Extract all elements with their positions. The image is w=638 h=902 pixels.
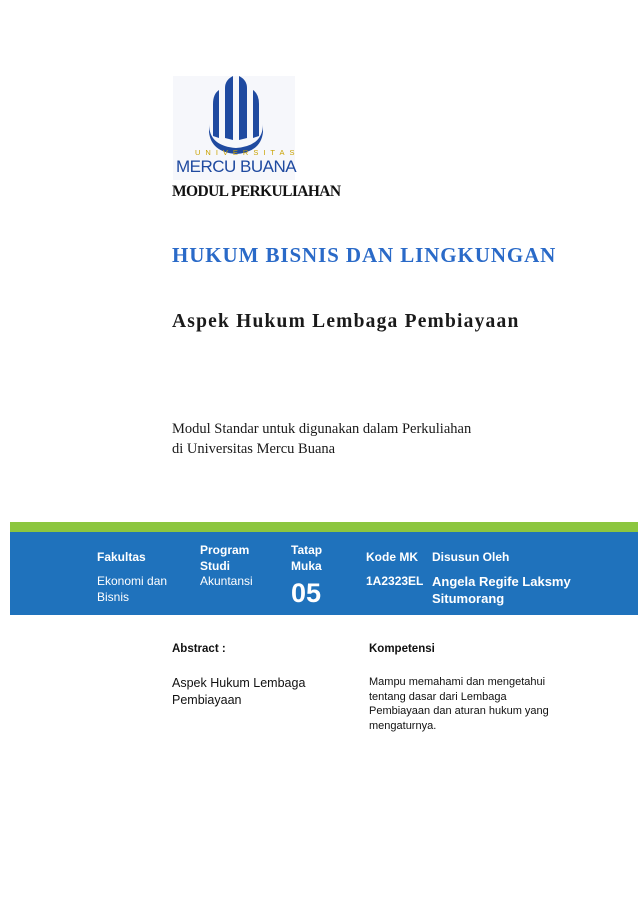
author-name-line-1: Angela Regife Laksmy — [432, 574, 571, 589]
accent-stripe — [10, 522, 638, 532]
topic-title: Aspek Hukum Lembaga Pembiayaan — [172, 311, 520, 332]
course-title: HUKUM BISNIS DAN LINGKUNGAN — [172, 243, 557, 267]
kode-mk-label: Kode MK — [366, 550, 418, 564]
standard-line-2: di Universitas Mercu Buana — [172, 441, 336, 457]
abstract-text: Aspek Hukum Lembaga Pembiayaan — [172, 676, 306, 707]
abstract-label: Abstract : — [172, 643, 226, 655]
prodi-label-line-2: Studi — [200, 559, 230, 573]
tatap-muka-value: 05 — [291, 578, 322, 608]
standard-line-1: Modul Standar untuk digunakan dalam Perkuliahan — [172, 421, 472, 437]
fakultas-label: Fakultas — [97, 550, 146, 564]
prodi-label-line-1: Program — [200, 543, 250, 557]
prodi-value: Akuntansi — [200, 574, 253, 588]
tatap-label-line-1: Tatap — [291, 543, 323, 557]
logo-name-text: MERCU BUANA — [176, 157, 297, 176]
prodi-label — [200, 542, 249, 574]
tatap-label-line-2: Muka — [291, 559, 322, 573]
kompetensi-text: Mampu memahami dan mengetahui tentang dasar dari Lembaga Pembiayaan dan aturan hukum yang mengaturnya. — [369, 676, 549, 732]
logo-universitas-text: UNIVERSITAS — [195, 148, 300, 157]
fakultas-value-line-2: Bisnis — [97, 590, 130, 604]
disusun-oleh-label: Disusun Oleh — [432, 550, 510, 564]
fakultas-value-line-1: Ekonomi dan — [97, 574, 168, 588]
standard-statement — [172, 419, 471, 459]
kode-mk-value: 1A2323EL — [366, 574, 424, 588]
modul-label: MODUL PERKULIAHAN — [172, 183, 341, 200]
author-name — [432, 573, 571, 607]
author-name-line-2: Situmorang — [432, 591, 505, 606]
fakultas-value — [97, 573, 167, 605]
kompetensi-label: Kompetensi — [369, 643, 435, 655]
tatap-muka-label — [291, 542, 322, 574]
